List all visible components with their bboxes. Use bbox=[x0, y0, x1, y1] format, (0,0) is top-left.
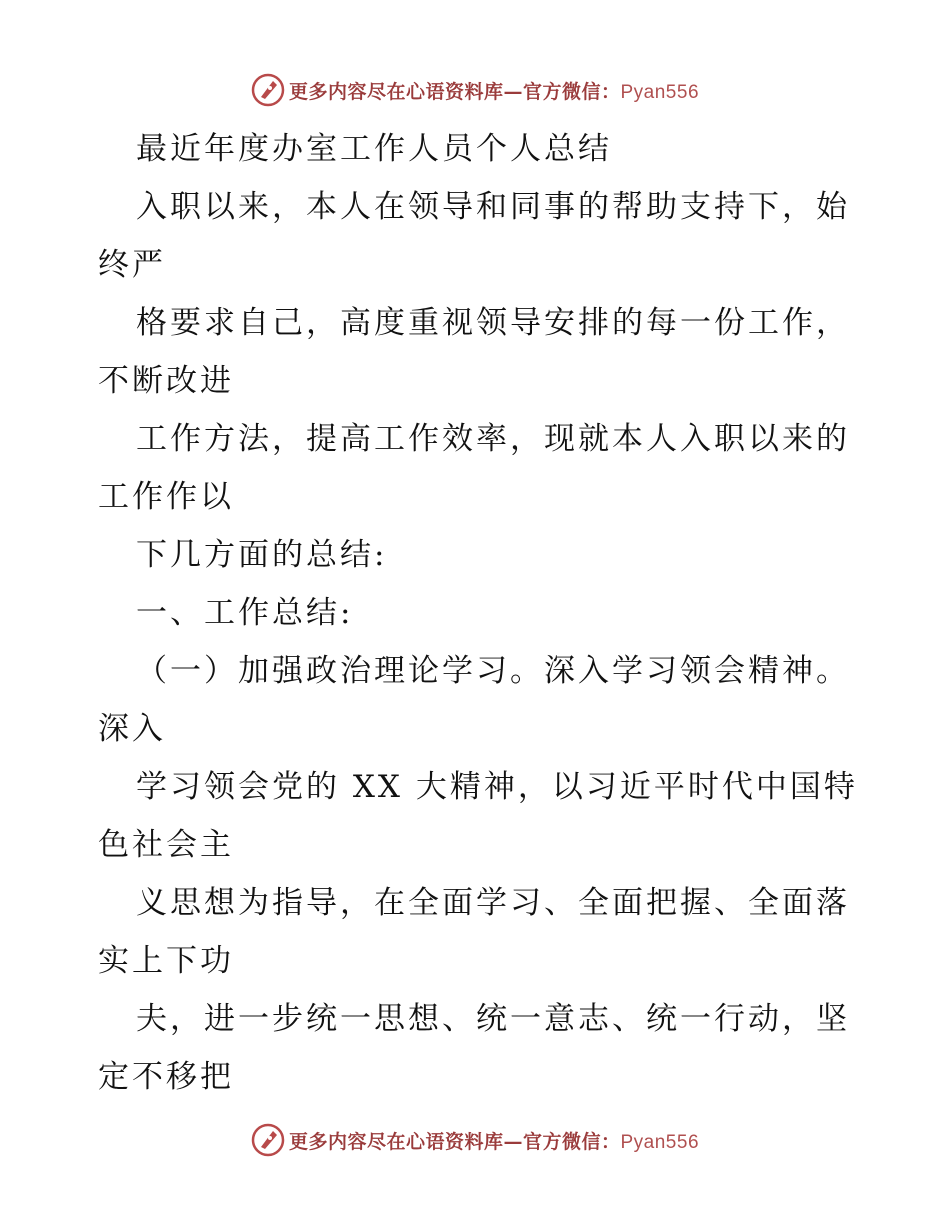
paragraph-line: 工作作以 bbox=[98, 479, 234, 515]
paragraph-line: 夫，进一步统一思想、统一意志、统一行动，坚 bbox=[136, 1001, 850, 1037]
paragraph-line: 义思想为指导，在全面学习、全面把握、全面落 bbox=[136, 885, 850, 921]
paragraph-line: 不断改进 bbox=[98, 363, 234, 399]
paragraph-line: 色社会主 bbox=[98, 827, 234, 863]
paragraph-line: 学习领会党的 XX 大精神，以习近平时代中国特 bbox=[136, 769, 858, 805]
paragraph-line: 下几方面的总结: bbox=[136, 537, 388, 573]
pen-nib-logo-icon bbox=[251, 1123, 285, 1157]
paragraph-line: 工作方法，提高工作效率，现就本人入职以来的 bbox=[136, 421, 850, 457]
subsection-heading: （一）加强政治理论学习。深入学习领会精神。 bbox=[136, 653, 850, 689]
watermark-banner-top bbox=[0, 70, 950, 110]
paragraph-line: 定不移把 bbox=[98, 1059, 234, 1095]
watermark-banner-bottom bbox=[0, 1120, 950, 1160]
paragraph-line: 格要求自己，高度重视领导安排的每一份工作， bbox=[136, 305, 850, 341]
watermark-text: 更多内容尽在心语资料库—官方微信：Pyan556 bbox=[288, 80, 700, 103]
document-title: 最近年度办室工作人员个人总结 bbox=[136, 131, 612, 167]
watermark-text: 更多内容尽在心语资料库—官方微信：Pyan556 bbox=[288, 1130, 700, 1153]
document-body bbox=[98, 120, 858, 1106]
pen-nib-logo-icon bbox=[251, 73, 285, 107]
paragraph-line: 入职以来，本人在领导和同事的帮助支持下，始 bbox=[136, 189, 850, 225]
section-heading: 一、工作总结: bbox=[136, 595, 354, 631]
paragraph-line: 终严 bbox=[98, 247, 166, 283]
paragraph-line: 深入 bbox=[98, 711, 166, 747]
paragraph-line: 实上下功 bbox=[98, 943, 234, 979]
